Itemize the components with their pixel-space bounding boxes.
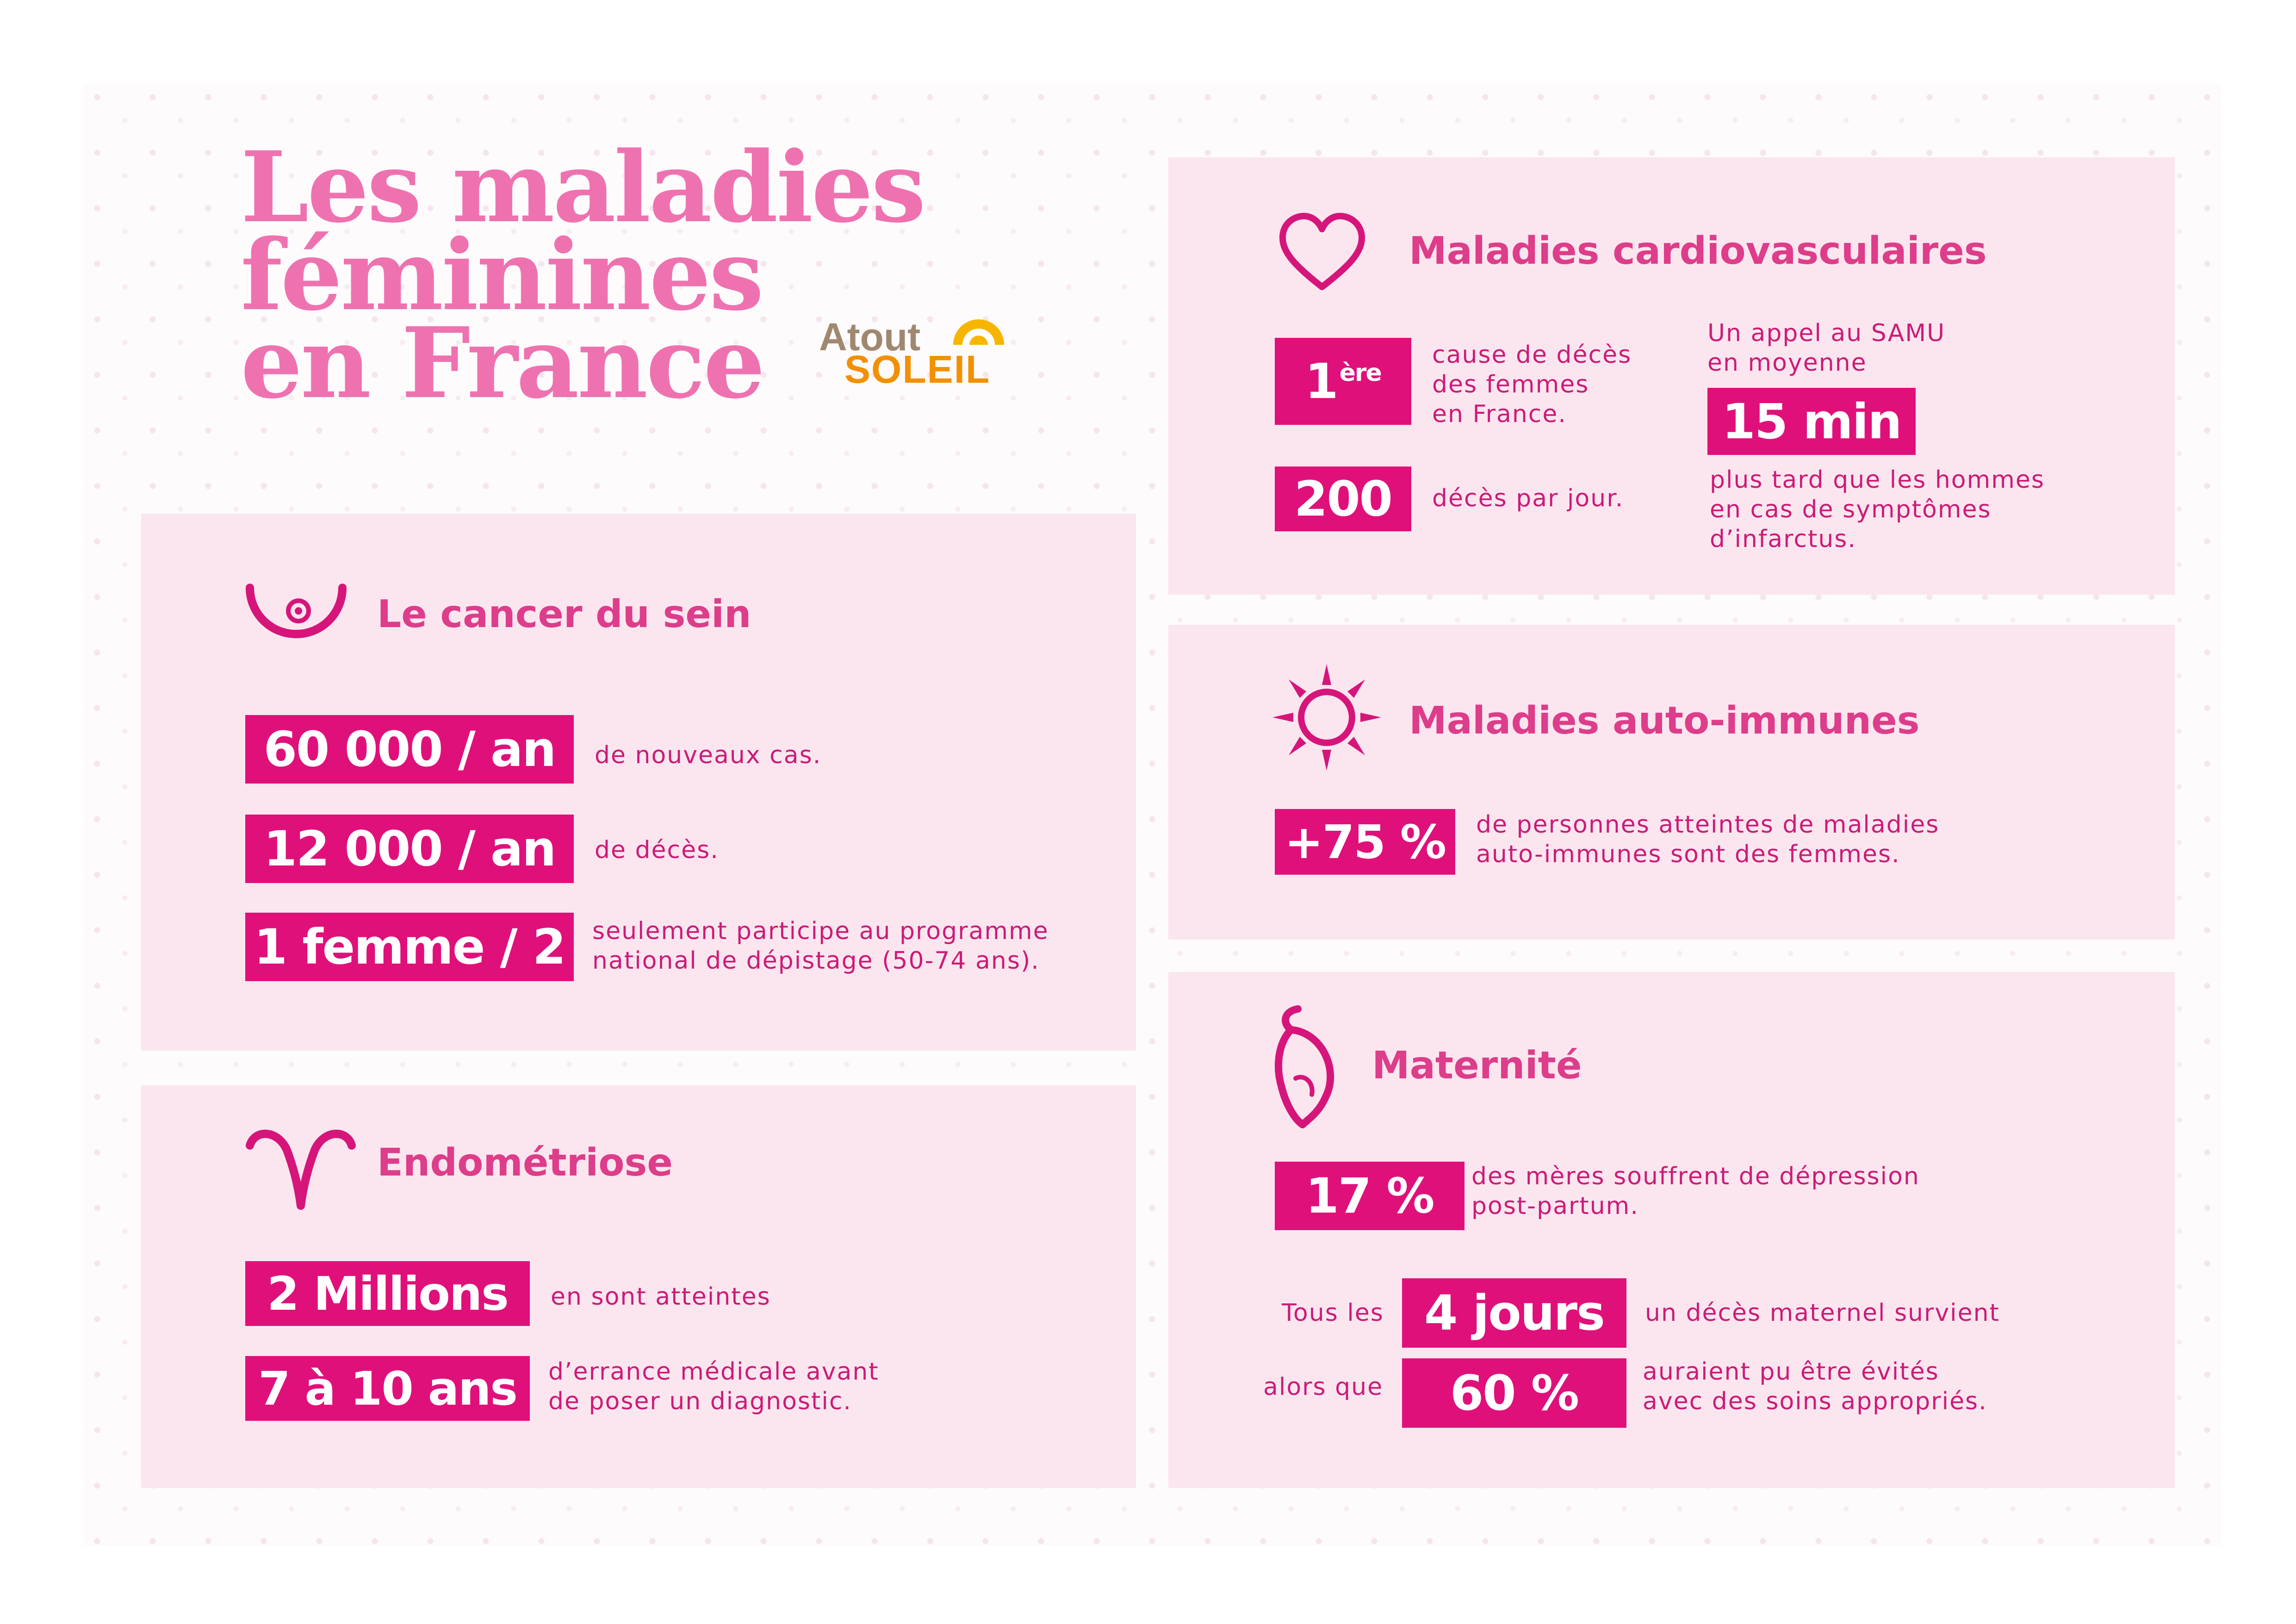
stat-endo-errance: 7 à 10 ans (245, 1356, 530, 1421)
heart-icon (1277, 211, 1367, 294)
section-title-cardio: Maladies cardiovasculaires (1409, 229, 1987, 273)
title-line-3: en France (241, 306, 763, 420)
section-title-auto: Maladies auto-immunes (1409, 699, 1920, 743)
stat-endo-millions: 2 Millions (245, 1261, 530, 1326)
desc-mat-deces-maternel: un décès maternel survient (1645, 1299, 2000, 1327)
desc-mat-evitables: auraient pu être évités avec des soins appropriés. (1643, 1358, 1987, 1415)
stat-mat-evitables: 60 % (1402, 1358, 1626, 1428)
desc-endo-errance: d’errance médicale avant de poser un diagnostic. (548, 1358, 879, 1415)
desc-cardio-samu-bottom: plus tard que les hommes en cas de symptômes d’infarctus. (1710, 466, 2045, 553)
desc-sein-depistage: seulement participe au programme national de dépistage (50-74 ans). (592, 917, 1049, 975)
desc-mat-depression: des mères souffrent de dépression post-partum. (1471, 1163, 1920, 1220)
atout-soleil-logo (819, 301, 1013, 393)
sun-icon (944, 301, 1013, 347)
pregnant-belly-icon (1270, 1004, 1344, 1129)
section-title-maternite: Maternité (1372, 1044, 1582, 1088)
desc-auto-femmes: de personnes atteintes de maladies auto-immunes sont des femmes. (1476, 811, 1940, 868)
stat-sein-deces: 12 000 / an (245, 815, 574, 883)
title-line-1: Les maladies (241, 130, 925, 244)
logo-text-bottom: SOLEIL (844, 348, 991, 391)
uterus-icon (241, 1127, 361, 1210)
stat-sein-nouveaux-cas: 60 000 / an (245, 715, 574, 784)
desc-sein-deces: de décès. (595, 836, 719, 864)
stat-cardio-premiere: 1 $^{ère}$ (1275, 338, 1411, 425)
desc-cardio-samu-top: Un appel au SAMU en moyenne (1707, 319, 1946, 377)
title-line-2: féminines (241, 218, 762, 332)
stat-mat-depression: 17 % (1275, 1162, 1464, 1230)
desc-cardio-deces: décès par jour. (1432, 485, 1624, 512)
logo-text-top: Atout (819, 315, 921, 359)
stat-mat-jours: 4 jours (1402, 1278, 1626, 1348)
breast-icon (241, 574, 352, 671)
stat-cardio-deces: 200 (1275, 467, 1411, 531)
stat-cardio-samu: 15 min (1707, 388, 1916, 455)
stat-sein-depistage: 1 femme / 2 (245, 913, 574, 981)
desc-mat-alors-que: alors que (1263, 1373, 1384, 1401)
sun-burst-icon (1270, 662, 1384, 773)
desc-endo-millions: en sont atteintes (551, 1283, 771, 1311)
desc-mat-tous-les: Tous les (1282, 1299, 1384, 1327)
desc-cardio-premiere: cause de décès des femmes en France. (1432, 341, 1632, 428)
stat-auto-femmes: +75 % (1275, 809, 1455, 875)
section-title-sein: Le cancer du sein (377, 592, 751, 636)
section-title-endo: Endométriose (377, 1141, 673, 1185)
desc-sein-nouveaux-cas: de nouveaux cas. (595, 741, 822, 769)
